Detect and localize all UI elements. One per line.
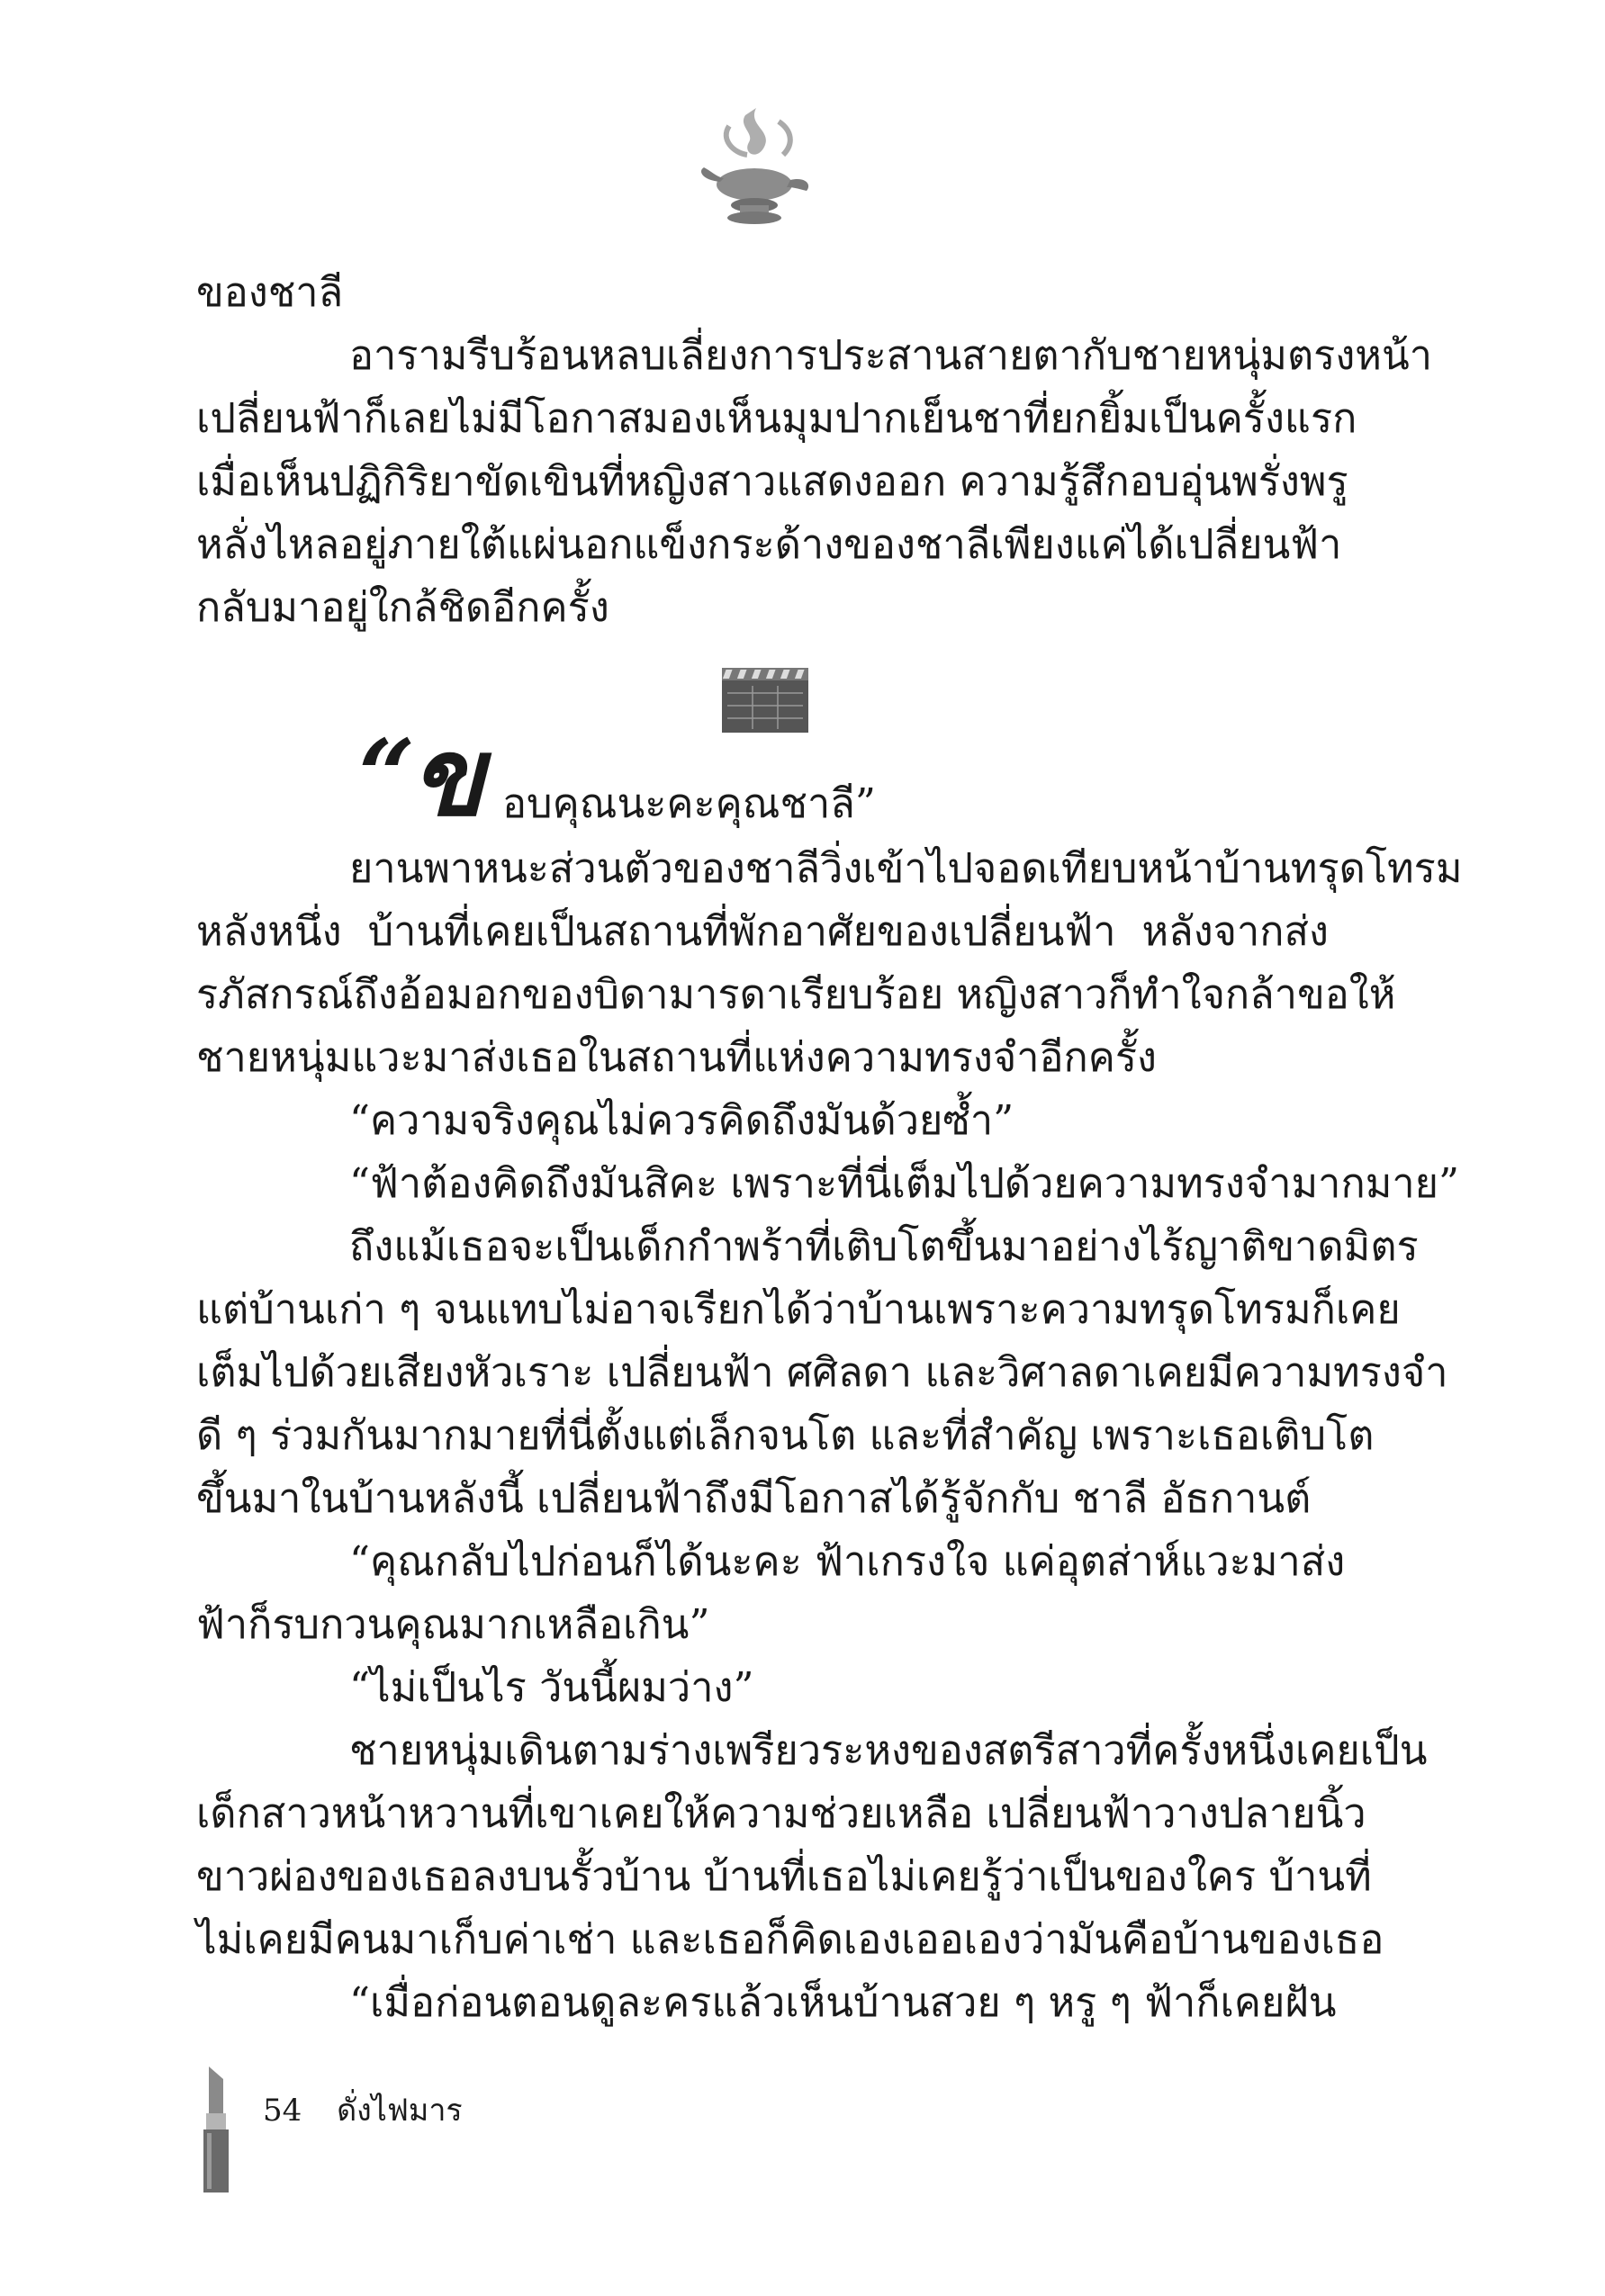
page-number: 54 — [263, 2093, 302, 2129]
paragraph-block-1 — [196, 261, 1433, 639]
text-line: แต่บ้านเก่า ๆ จนแทบไม่อาจเรียกได้ว่าบ้านเพราะความทรุดโทรมก็เคย — [196, 1285, 1401, 1333]
text-line: กลับมาอยู่ใกล้ชิดอีกครั้ง — [196, 583, 609, 631]
text-line: เปลี่ยนฟ้าก็เลยไม่มีโอกาสมองเห็นมุมปากเย็นชาที่ยกยิ้มเป็นครั้งแรก — [196, 394, 1357, 442]
text-line: “ความจริงคุณไม่ควรคิดถึงมันด้วยซ้ำ” — [349, 1096, 1014, 1144]
chapter-opening-line — [196, 714, 1329, 841]
text-line: รภัสกรณ์ถึงอ้อมอกของบิดามารดาเรียบร้อย หญิงสาวก็ทำใจกล้าขอให้ — [196, 970, 1396, 1018]
text-line: ดี ๆ ร่วมกันมากมายที่นี่ตั้งแต่เล็กจนโต และที่สำคัญ เพราะเธอเติบโต — [196, 1411, 1375, 1459]
dropcap-rest: อบคุณนะคะคุณชาลี” — [502, 779, 876, 827]
text-line: หลั่งไหลอยู่ภายใต้แผ่นอกแข็งกระด้างของชาลีเพียงแค่ได้เปลี่ยนฟ้า — [196, 520, 1342, 568]
paragraph-block-2 — [196, 837, 1463, 2034]
text-line: “เมื่อก่อนตอนดูละครแล้วเห็นบ้านสวย ๆ หรู ๆ ฟ้าก็เคยฝัน — [349, 1978, 1337, 2026]
text-line: หลังหนึ่ง บ้านที่เคยเป็นสถานที่พักอาศัยของเปลี่ยนฟ้า หลังจากส่ง — [196, 907, 1329, 955]
text-line: ของชาลี — [196, 268, 344, 316]
text-line: ยานพาหนะส่วนตัวของชาลีวิ่งเข้าไปจอดเทียบหน้าบ้านทรุดโทรม — [349, 844, 1463, 892]
text-line: ขาวผ่องของเธอลงบนรั้วบ้าน บ้านที่เธอไม่เคยรู้ว่าเป็นของใคร บ้านที่ — [196, 1852, 1372, 1900]
lipstick-icon — [196, 2061, 236, 2196]
film-clapperboard-icon — [720, 666, 810, 734]
running-title: ดั่งไฟมาร — [337, 2093, 463, 2129]
text-line: เมื่อเห็นปฏิกิริยาขัดเขินที่หญิงสาวแสดงออก ความรู้สึกอบอุ่นพรั่งพรู — [196, 457, 1348, 505]
text-line: ถึงแม้เธอจะเป็นเด็กกำพร้าที่เติบโตขึ้นมาอย่างไร้ญาติขาดมิตร — [349, 1222, 1419, 1270]
genie-lamp-ornament-icon — [693, 99, 819, 234]
text-line: เต็มไปด้วยเสียงหัวเราะ เปลี่ยนฟ้า ศศิลดา และวิศาลดาเคยมีความทรงจำ — [196, 1348, 1448, 1396]
text-line: ชายหนุ่มแวะมาส่งเธอในสถานที่แห่งความทรงจำอีกครั้ง — [196, 1033, 1157, 1081]
text-line: อารามรีบร้อนหลบเลี่ยงการประสานสายตากับชายหนุ่มตรงหน้า — [349, 331, 1433, 379]
text-line: “คุณกลับไปก่อนก็ได้นะคะ ฟ้าเกรงใจ แค่อุตส่าห์แวะมาส่ง — [349, 1537, 1346, 1585]
text-line: “ฟ้าต้องคิดถึงมันสิคะ เพราะที่นี่เต็มไปด้วยความทรงจำมากมาย” — [349, 1159, 1459, 1207]
text-line: ฟ้าก็รบกวนคุณมากเหลือเกิน” — [196, 1600, 710, 1648]
text-line: ขึ้นมาในบ้านหลังนี้ เปลี่ยนฟ้าถึงมีโอกาสได้รู้จักกับ ชาลี อัธกานต์ — [196, 1474, 1312, 1522]
text-line: ชายหนุ่มเดินตามร่างเพรียวระหงของสตรีสาวที่ครั้งหนึ่งเคยเป็น — [349, 1726, 1428, 1774]
text-line: ไม่เคยมีคนมาเก็บค่าเช่า และเธอก็คิดเองเออเองว่ามันคือบ้านของเธอ — [196, 1915, 1384, 1963]
dropcap-quote: “ — [358, 717, 416, 833]
text-line: เด็กสาวหน้าหวานที่เขาเคยให้ความช่วยเหลือ เปลี่ยนฟ้าวางปลายนิ้ว — [196, 1789, 1366, 1837]
dropcap-letter: ข — [410, 714, 485, 841]
page-footer — [263, 2088, 463, 2133]
text-line: “ไม่เป็นไร วันนี้ผมว่าง” — [349, 1663, 754, 1711]
